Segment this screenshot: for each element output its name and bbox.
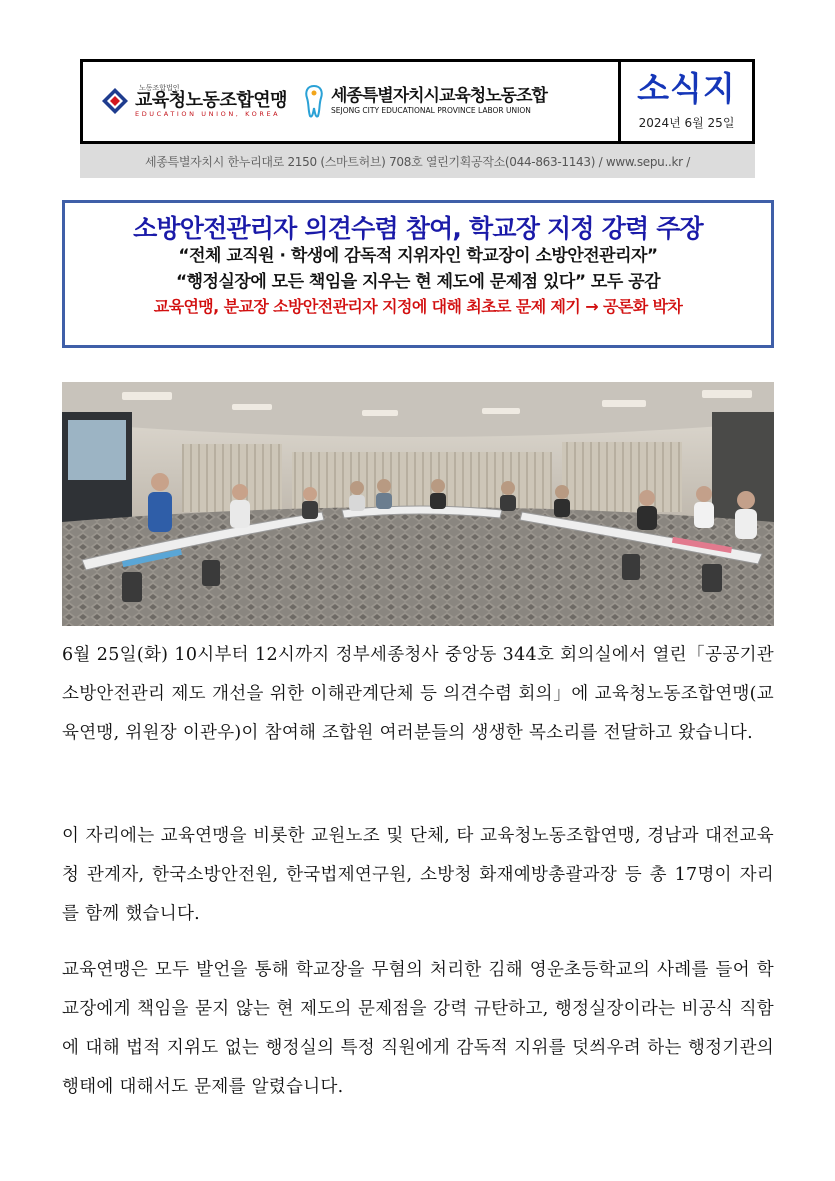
publication-date: 2024년 6월 25일 <box>638 116 735 130</box>
headline-red-line: 교육연맹, 분교장 소방안전관리자 지정에 대해 최초로 문제 제기 → 공론화 박차 <box>153 297 683 317</box>
person-11 <box>735 491 757 539</box>
masthead-logos <box>83 62 618 141</box>
person-7 <box>500 481 516 511</box>
person-10 <box>694 486 714 528</box>
headline-quote-2: “행정실장에 모든 책임을 지우는 현 제도에 문제점 있다” 모두 공감 <box>175 271 661 292</box>
education-union-logo <box>101 85 287 118</box>
person-8 <box>554 485 570 517</box>
body-paragraph-2: 이 자리에는 교육연맹을 비롯한 교원노조 및 단체, 타 교육청노동조합연맹, 경남과 대전교육청 관계자, 한국소방안전원, 한국법제연구원, 소방청 화재예방총괄과장 등 총 17명이 자리를 함께 했습니다. <box>62 826 774 924</box>
headline-title: 소방안전관리자 의견수렴 참여, 학교장 지정 강력 주장 <box>133 214 703 243</box>
meeting-room-illustration <box>62 382 774 626</box>
tooth-emblem-icon <box>303 84 325 120</box>
masthead <box>80 59 755 144</box>
union-emblem-icon <box>101 87 129 115</box>
body-paragraph-3: 교육연맹은 모두 발언을 통해 학교장을 무혐의 처리한 김해 영운초등학교의 사례를 들어 학교장에게 책임을 묻지 않는 현 제도의 문제점을 강력 규탄하고, 행정실장이라는 비공식 직함에 대해 법적 지위도 없는 행정실의 특정 직원에게 감독적 지위를 덧씌우려 하는 행정기관의 행태에 대해서도 문제를 알렸습니다. <box>62 960 774 1097</box>
headline-box <box>62 200 774 348</box>
person-3 <box>302 487 318 519</box>
person-5 <box>376 479 392 509</box>
logo-union-name: 교육청노동조합연맹 <box>135 90 287 112</box>
logo-sejong-english: SEJONG CITY EDUCATIONAL PROVINCE LABOR UNION <box>331 106 531 116</box>
person-6 <box>430 479 446 509</box>
person-2 <box>230 484 250 528</box>
logo-sejong-name: 세종특별자치시교육청노동조합 <box>331 85 547 106</box>
body-paragraph-1: 6월 25일(화) 10시부터 12시까지 정부세종청사 중앙동 344호 회의실에서 열린「공공기관 소방안전관리 제도 개선을 위한 이해관계단체 등 의견수렴 회의」에 교육청노동조합연맹(교육연맹, 위원장 이관우)이 참여해 조합원 여러분들의 생생한 목소리를 전달하고 왔습니다. <box>62 645 774 743</box>
headline-quote-1: “전체 교직원 · 학생에 감독적 지위자인 학교장이 소방안전관리자” <box>178 246 658 267</box>
newsletter-title: 소식지 <box>637 69 736 108</box>
sejong-union-logo <box>303 84 547 120</box>
address-bar: 세종특별자치시 한누리대로 2150 (스마트허브) 708호 열린기획공작소(044-863-1143) / www.sepu..kr / <box>80 144 755 178</box>
meeting-photo <box>62 382 774 626</box>
person-9 <box>637 490 657 530</box>
logo-corporation-label: 노동조합법인 <box>139 83 180 92</box>
person-4 <box>349 481 365 511</box>
person-1 <box>148 473 172 532</box>
logo-union-english: EDUCATION UNION, KOREA <box>135 110 281 119</box>
newsletter-badge <box>618 62 752 141</box>
